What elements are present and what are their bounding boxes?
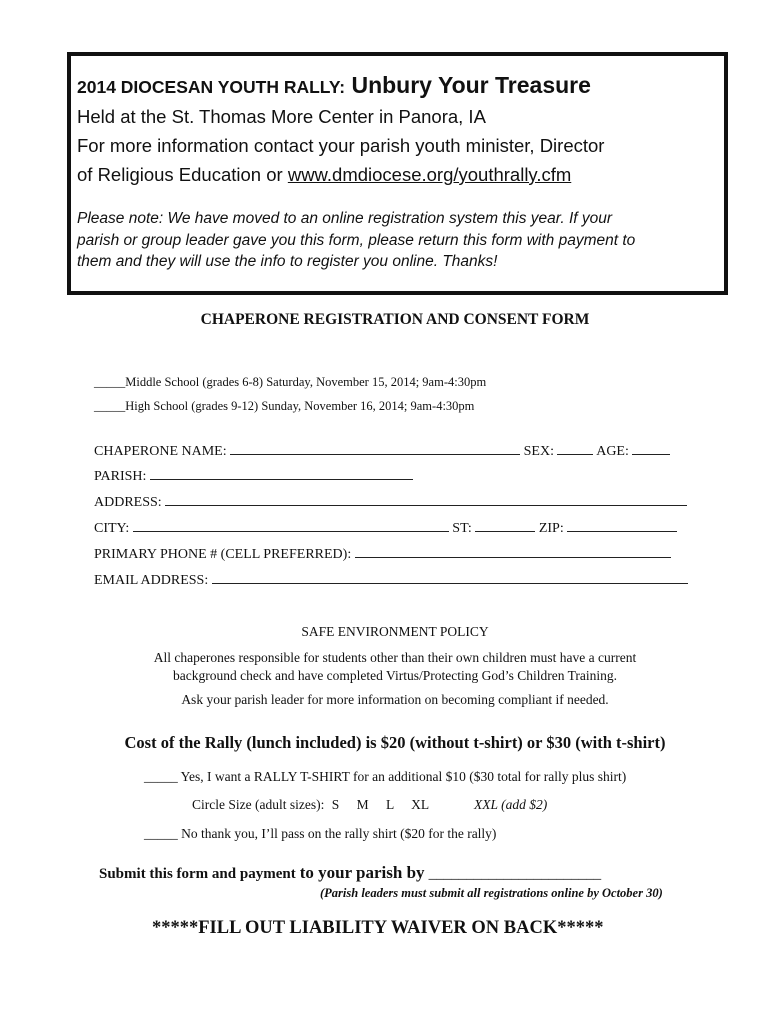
submit-line [99, 863, 601, 883]
phone-row [94, 547, 671, 563]
chaperone-name-label: CHAPERONE NAME: [94, 444, 227, 459]
size-l[interactable]: L [386, 797, 394, 812]
tshirt-yes-label: Yes, I want a RALLY T-SHIRT for an additional $10 ($30 total for rally plus shirt) [180, 769, 627, 784]
city-label: CITY: [94, 521, 130, 536]
size-label: Circle Size (adult sizes): [192, 797, 325, 812]
submit-text-a: Submit this form and payment [99, 866, 296, 882]
tshirt-no-label: No thank you, I’ll pass on the rally shirt ($20 for the rally) [181, 826, 497, 841]
rally-label: 2014 DIOCESAN YOUTH RALLY: [77, 77, 346, 97]
age-field[interactable] [632, 453, 670, 455]
sex-field[interactable] [557, 453, 593, 455]
size-xl[interactable]: XL [411, 797, 429, 812]
address-field[interactable] [165, 504, 687, 506]
st-field[interactable] [475, 530, 535, 532]
cost-heading: Cost of the Rally (lunch included) is $20 (without t-shirt) or $30 (with t-shirt) [124, 733, 666, 752]
chaperone-name-row [94, 444, 670, 460]
form-title: CHAPERONE REGISTRATION AND CONSENT FORM [200, 311, 590, 328]
sex-label: SEX: [523, 444, 554, 459]
tshirt-no-option[interactable] [144, 826, 496, 842]
session-high-school[interactable] [94, 399, 474, 414]
size-s[interactable]: S [331, 797, 340, 812]
age-label: AGE: [596, 444, 629, 459]
email-field[interactable] [212, 582, 688, 584]
address-row [94, 495, 687, 511]
session-label: Middle School (grades 6-8) Saturday, November 15, 2014; 9am-4:30pm [125, 375, 487, 389]
size-row [192, 797, 547, 813]
note-line-3: them and they will use the info to register you online. Thanks! [77, 253, 498, 270]
contact-line-1: For more information contact your parish youth minister, Director [77, 135, 605, 156]
parish-field[interactable] [150, 478, 413, 480]
st-label: ST: [452, 521, 472, 536]
note-line-1: Please note: We have moved to an online registration system this year. If your [77, 210, 613, 227]
size-xxl[interactable]: XXL (add $2) [474, 797, 548, 812]
session-label: High School (grades 9-12) Sunday, November 16, 2014; 9am-4:30pm [125, 399, 475, 413]
email-row [94, 573, 688, 589]
contact-url-link[interactable]: www.dmdiocese.org/youthrally.cfm [287, 164, 572, 185]
policy-line-3: Ask your parish leader for more information on becoming compliant if needed. [181, 692, 609, 707]
rally-theme: Unbury Your Treasure [351, 72, 591, 98]
submit-date-blank[interactable]: _______________________ [428, 866, 602, 882]
rally-title [77, 72, 591, 99]
policy-line-1: All chaperones responsible for students other than their own children must have a current [153, 650, 637, 665]
email-label: EMAIL ADDRESS: [94, 573, 209, 588]
tshirt-no-blank[interactable]: _____ [144, 826, 178, 841]
policy-title: SAFE ENVIRONMENT POLICY [301, 624, 489, 639]
city-row [94, 521, 677, 537]
contact-prefix: of Religious Education or [77, 164, 288, 185]
size-m[interactable]: M [356, 797, 369, 812]
note-line-2: parish or group leader gave you this form, please return this form with payment to [77, 232, 636, 249]
submit-note: (Parish leaders must submit all registrations online by October 30) [320, 886, 663, 900]
city-field[interactable] [133, 530, 449, 532]
phone-field[interactable] [355, 556, 671, 558]
address-label: ADDRESS: [94, 495, 162, 510]
policy-line-2: background check and have completed Virtus/Protecting God’s Children Training. [173, 668, 617, 683]
chaperone-name-field[interactable] [230, 453, 520, 455]
location-line: Held at the St. Thomas More Center in Panora, IA [77, 106, 486, 127]
waiver-notice: *****FILL OUT LIABILITY WAIVER ON BACK***** [152, 918, 604, 938]
session-middle-school[interactable] [94, 375, 486, 390]
submit-text-b: to your parish by [299, 863, 425, 882]
tshirt-yes-option[interactable] [144, 769, 626, 785]
phone-label: PRIMARY PHONE # (CELL PREFERRED): [94, 547, 352, 562]
session-blank[interactable]: _____ [94, 399, 126, 413]
zip-label: ZIP: [538, 521, 564, 536]
zip-field[interactable] [567, 530, 677, 532]
session-blank[interactable]: _____ [94, 375, 126, 389]
tshirt-yes-blank[interactable]: _____ [144, 769, 178, 784]
parish-label: PARISH: [94, 469, 147, 484]
contact-line-2 [77, 164, 571, 186]
parish-row [94, 469, 413, 485]
